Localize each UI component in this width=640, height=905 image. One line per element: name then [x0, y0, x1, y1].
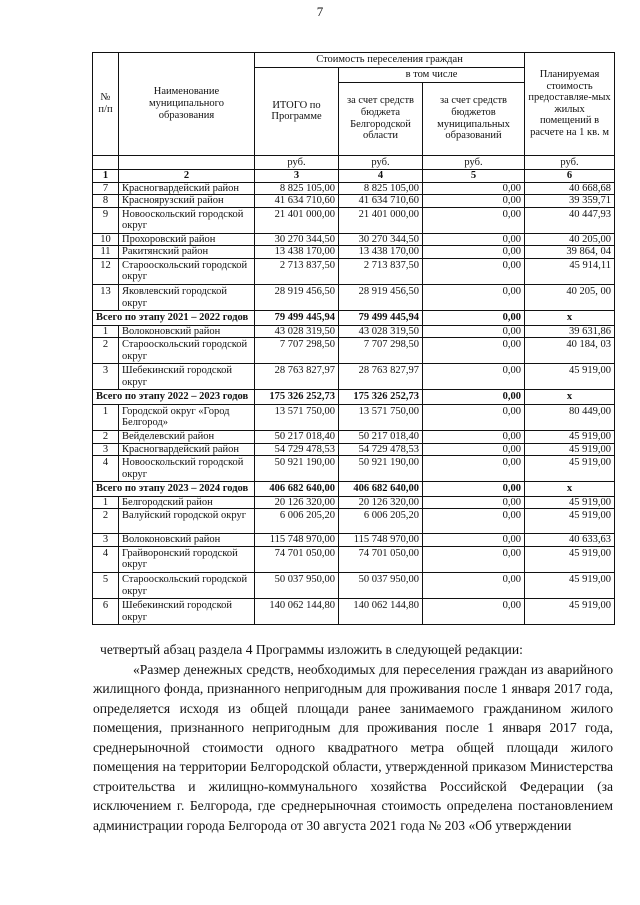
municipality-name: Шебекинский городской округ [119, 599, 255, 625]
table-row [93, 207, 615, 233]
municipal-budget-cost: 0,00 [423, 496, 525, 509]
municipality-name: Вейделевский район [119, 431, 255, 444]
regional-budget-cost: 115 748 970,00 [339, 534, 423, 547]
cost-per-sqm: 39 864, 04 [525, 246, 615, 259]
regional-budget-cost: 406 682 640,00 [339, 482, 423, 497]
table-row [93, 456, 615, 482]
stage-total-row [93, 311, 615, 326]
row-number: 3 [93, 534, 119, 547]
regional-budget-cost: 28 919 456,50 [339, 285, 423, 311]
municipality-name: Ракитянский район [119, 246, 255, 259]
cost-per-sqm: 45 919,00 [525, 496, 615, 509]
municipality-name: Красногвардейский район [119, 443, 255, 456]
regional-budget-cost: 28 763 827,97 [339, 364, 423, 390]
total-cost: 175 326 252,73 [255, 390, 339, 405]
header-total: ИТОГО по Программе [255, 68, 339, 156]
total-cost: 74 701 050,00 [255, 546, 339, 572]
total-cost: 79 499 445,94 [255, 311, 339, 326]
regional-budget-cost: 13 571 750,00 [339, 404, 423, 430]
row-number: 13 [93, 285, 119, 311]
total-cost: 28 919 456,50 [255, 285, 339, 311]
municipality-name: Грайворонский городской округ [119, 546, 255, 572]
municipal-budget-cost: 0,00 [423, 443, 525, 456]
quoted-paragraph: «Размер денежных средств, необходимых для переселения граждан из аварийного жилищного фонда, признанного непригодным для проживания после 1 января 2017 года, определяется исходя из общей площади ранее занимаемого гражданином жилого помещения, признанного непригодным для проживания после 1 января 2017 года, среднерыночной стоимости одного квадратного метра общей площади жилого помещения на территории Белгородской области, утвержденной приказом Министерства строительства и жилищно-коммунального хозяйства Российской Федерации (за исключением г. Белгорода, где среднерыночная стоимость определена постановлением администрации города Белгорода от 30 августа 2021 года № 203 «Об утверждении [93, 661, 613, 833]
table-row [93, 364, 615, 390]
table-row [93, 546, 615, 572]
municipality-name: Старооскольский городской округ [119, 258, 255, 284]
column-number: 4 [339, 170, 423, 183]
row-number: 10 [93, 233, 119, 246]
regional-budget-cost: 13 438 170,00 [339, 246, 423, 259]
table-row [93, 509, 615, 534]
total-cost: 13 438 170,00 [255, 246, 339, 259]
municipality-name: Новооскольский городской округ [119, 207, 255, 233]
regional-budget-cost: 140 062 144,80 [339, 599, 423, 625]
cost-per-sqm: х [525, 482, 615, 497]
lead-paragraph: четвертый абзац раздела 4 Программы изложить в следующей редакции: [100, 642, 523, 657]
municipality-name: Яковлевский городской округ [119, 285, 255, 311]
total-cost: 115 748 970,00 [255, 534, 339, 547]
total-cost: 20 126 320,00 [255, 496, 339, 509]
total-cost: 8 825 105,00 [255, 182, 339, 195]
total-cost: 43 028 319,50 [255, 325, 339, 338]
header-planned-cost: Планируемая стоимость предоставляе-мых жилых помещений в расчете на 1 кв. м [525, 53, 615, 156]
table-row [93, 572, 615, 598]
cost-per-sqm: 45 919,00 [525, 599, 615, 625]
total-cost: 41 634 710,60 [255, 195, 339, 208]
table-row [93, 496, 615, 509]
regional-budget-cost: 175 326 252,73 [339, 390, 423, 405]
municipality-name: Всего по этапу 2021 – 2022 годов [93, 311, 255, 326]
row-number: 1 [93, 404, 119, 430]
regional-budget-cost: 79 499 445,94 [339, 311, 423, 326]
table-row [93, 325, 615, 338]
table-row [93, 534, 615, 547]
municipality-name: Валуйский городской округ [119, 509, 255, 534]
cost-per-sqm: х [525, 390, 615, 405]
row-number: 6 [93, 599, 119, 625]
total-cost: 50 921 190,00 [255, 456, 339, 482]
municipal-budget-cost: 0,00 [423, 246, 525, 259]
municipality-name: Новооскольский городской округ [119, 456, 255, 482]
municipality-name: Старооскольский городской округ [119, 338, 255, 364]
cost-per-sqm: 40 668,68 [525, 182, 615, 195]
header-row-number: № п/п [93, 53, 119, 156]
table-row [93, 599, 615, 625]
municipal-budget-cost: 0,00 [423, 207, 525, 233]
regional-budget-cost: 41 634 710,60 [339, 195, 423, 208]
cost-per-sqm: х [525, 311, 615, 326]
table-row [93, 285, 615, 311]
cost-per-sqm: 45 919,00 [525, 364, 615, 390]
municipal-budget-cost: 0,00 [423, 285, 525, 311]
municipal-budget-cost: 0,00 [423, 482, 525, 497]
row-number: 2 [93, 338, 119, 364]
regional-budget-cost: 7 707 298,50 [339, 338, 423, 364]
municipal-budget-cost: 0,00 [423, 456, 525, 482]
municipal-budget-cost: 0,00 [423, 534, 525, 547]
table-row [93, 246, 615, 259]
municipal-budget-cost: 0,00 [423, 311, 525, 326]
regional-budget-cost: 2 713 837,50 [339, 258, 423, 284]
total-cost: 2 713 837,50 [255, 258, 339, 284]
municipality-name: Шебекинский городской округ [119, 364, 255, 390]
column-number: 6 [525, 170, 615, 183]
row-number: 8 [93, 195, 119, 208]
table-row [93, 258, 615, 284]
municipality-name: Прохоровский район [119, 233, 255, 246]
column-number: 1 [93, 170, 119, 183]
column-number: 5 [423, 170, 525, 183]
municipal-budget-cost: 0,00 [423, 258, 525, 284]
regional-budget-cost: 8 825 105,00 [339, 182, 423, 195]
municipal-budget-cost: 0,00 [423, 431, 525, 444]
cost-per-sqm: 80 449,00 [525, 404, 615, 430]
unit-label: руб. [423, 155, 525, 170]
municipality-name: Городской округ «Город Белгород» [119, 404, 255, 430]
header-regional-budget: за счет средств бюджета Белгородской области [339, 82, 423, 155]
resettlement-cost-table [92, 52, 615, 625]
cost-per-sqm: 40 205,00 [525, 233, 615, 246]
regional-budget-cost: 50 217 018,40 [339, 431, 423, 444]
municipal-budget-cost: 0,00 [423, 509, 525, 534]
table-row [93, 431, 615, 444]
municipal-budget-cost: 0,00 [423, 404, 525, 430]
table-row [93, 338, 615, 364]
unit-label: руб. [525, 155, 615, 170]
total-cost: 140 062 144,80 [255, 599, 339, 625]
row-number: 12 [93, 258, 119, 284]
municipal-budget-cost: 0,00 [423, 182, 525, 195]
cost-per-sqm: 45 919,00 [525, 509, 615, 534]
municipality-name: Всего по этапу 2023 – 2024 годов [93, 482, 255, 497]
municipal-budget-cost: 0,00 [423, 390, 525, 405]
table-row [93, 195, 615, 208]
row-number: 2 [93, 509, 119, 534]
row-number: 9 [93, 207, 119, 233]
cost-per-sqm: 45 919,00 [525, 456, 615, 482]
cost-per-sqm: 39 359,71 [525, 195, 615, 208]
municipal-budget-cost: 0,00 [423, 325, 525, 338]
page-number: 7 [316, 4, 324, 19]
cost-per-sqm: 45 914,11 [525, 258, 615, 284]
regional-budget-cost: 21 401 000,00 [339, 207, 423, 233]
cost-per-sqm: 45 919,00 [525, 431, 615, 444]
total-cost: 28 763 827,97 [255, 364, 339, 390]
column-number: 3 [255, 170, 339, 183]
municipal-budget-cost: 0,00 [423, 546, 525, 572]
stage-total-row [93, 390, 615, 405]
stage-total-row [93, 482, 615, 497]
municipality-name: Старооскольский городской округ [119, 572, 255, 598]
unit-label: руб. [255, 155, 339, 170]
municipal-budget-cost: 0,00 [423, 364, 525, 390]
cost-per-sqm: 40 447,93 [525, 207, 615, 233]
row-number: 3 [93, 443, 119, 456]
municipal-budget-cost: 0,00 [423, 233, 525, 246]
row-number: 2 [93, 431, 119, 444]
total-cost: 13 571 750,00 [255, 404, 339, 430]
unit-label: руб. [339, 155, 423, 170]
total-cost: 54 729 478,53 [255, 443, 339, 456]
total-cost: 7 707 298,50 [255, 338, 339, 364]
municipality-name: Волоконовский район [119, 534, 255, 547]
total-cost: 406 682 640,00 [255, 482, 339, 497]
municipal-budget-cost: 0,00 [423, 572, 525, 598]
regional-budget-cost: 43 028 319,50 [339, 325, 423, 338]
table-row [93, 404, 615, 430]
municipal-budget-cost: 0,00 [423, 338, 525, 364]
cost-per-sqm: 40 633,63 [525, 534, 615, 547]
regional-budget-cost: 6 006 205,20 [339, 509, 423, 534]
table-body [93, 182, 615, 625]
cost-per-sqm: 45 919,00 [525, 572, 615, 598]
total-cost: 30 270 344,50 [255, 233, 339, 246]
total-cost: 50 217 018,40 [255, 431, 339, 444]
municipality-name: Белгородский район [119, 496, 255, 509]
total-cost: 6 006 205,20 [255, 509, 339, 534]
municipality-name: Красноярузский район [119, 195, 255, 208]
row-number: 4 [93, 546, 119, 572]
total-cost: 21 401 000,00 [255, 207, 339, 233]
total-cost: 50 037 950,00 [255, 572, 339, 598]
regional-budget-cost: 54 729 478,53 [339, 443, 423, 456]
amendment-text [93, 640, 613, 835]
row-number: 1 [93, 496, 119, 509]
header-including: в том числе [339, 68, 525, 83]
cost-per-sqm: 45 919,00 [525, 443, 615, 456]
table-row [93, 443, 615, 456]
header-cost-group: Стоимость переселения граждан [255, 53, 525, 68]
municipality-name: Красногвардейский район [119, 182, 255, 195]
row-number: 4 [93, 456, 119, 482]
municipality-name: Волоконовский район [119, 325, 255, 338]
row-number: 1 [93, 325, 119, 338]
regional-budget-cost: 30 270 344,50 [339, 233, 423, 246]
row-number: 3 [93, 364, 119, 390]
column-number: 2 [119, 170, 255, 183]
header-municipal-budget: за счет средств бюджетов муниципальных образований [423, 82, 525, 155]
header-name: Наименование муниципального образования [119, 53, 255, 156]
municipal-budget-cost: 0,00 [423, 195, 525, 208]
regional-budget-cost: 20 126 320,00 [339, 496, 423, 509]
regional-budget-cost: 50 921 190,00 [339, 456, 423, 482]
regional-budget-cost: 74 701 050,00 [339, 546, 423, 572]
regional-budget-cost: 50 037 950,00 [339, 572, 423, 598]
cost-per-sqm: 39 631,86 [525, 325, 615, 338]
cost-per-sqm: 40 205, 00 [525, 285, 615, 311]
row-number: 5 [93, 572, 119, 598]
cost-per-sqm: 40 184, 03 [525, 338, 615, 364]
cost-per-sqm: 45 919,00 [525, 546, 615, 572]
municipal-budget-cost: 0,00 [423, 599, 525, 625]
row-number: 7 [93, 182, 119, 195]
table-row [93, 182, 615, 195]
table-row [93, 233, 615, 246]
municipality-name: Всего по этапу 2022 – 2023 годов [93, 390, 255, 405]
row-number: 11 [93, 246, 119, 259]
